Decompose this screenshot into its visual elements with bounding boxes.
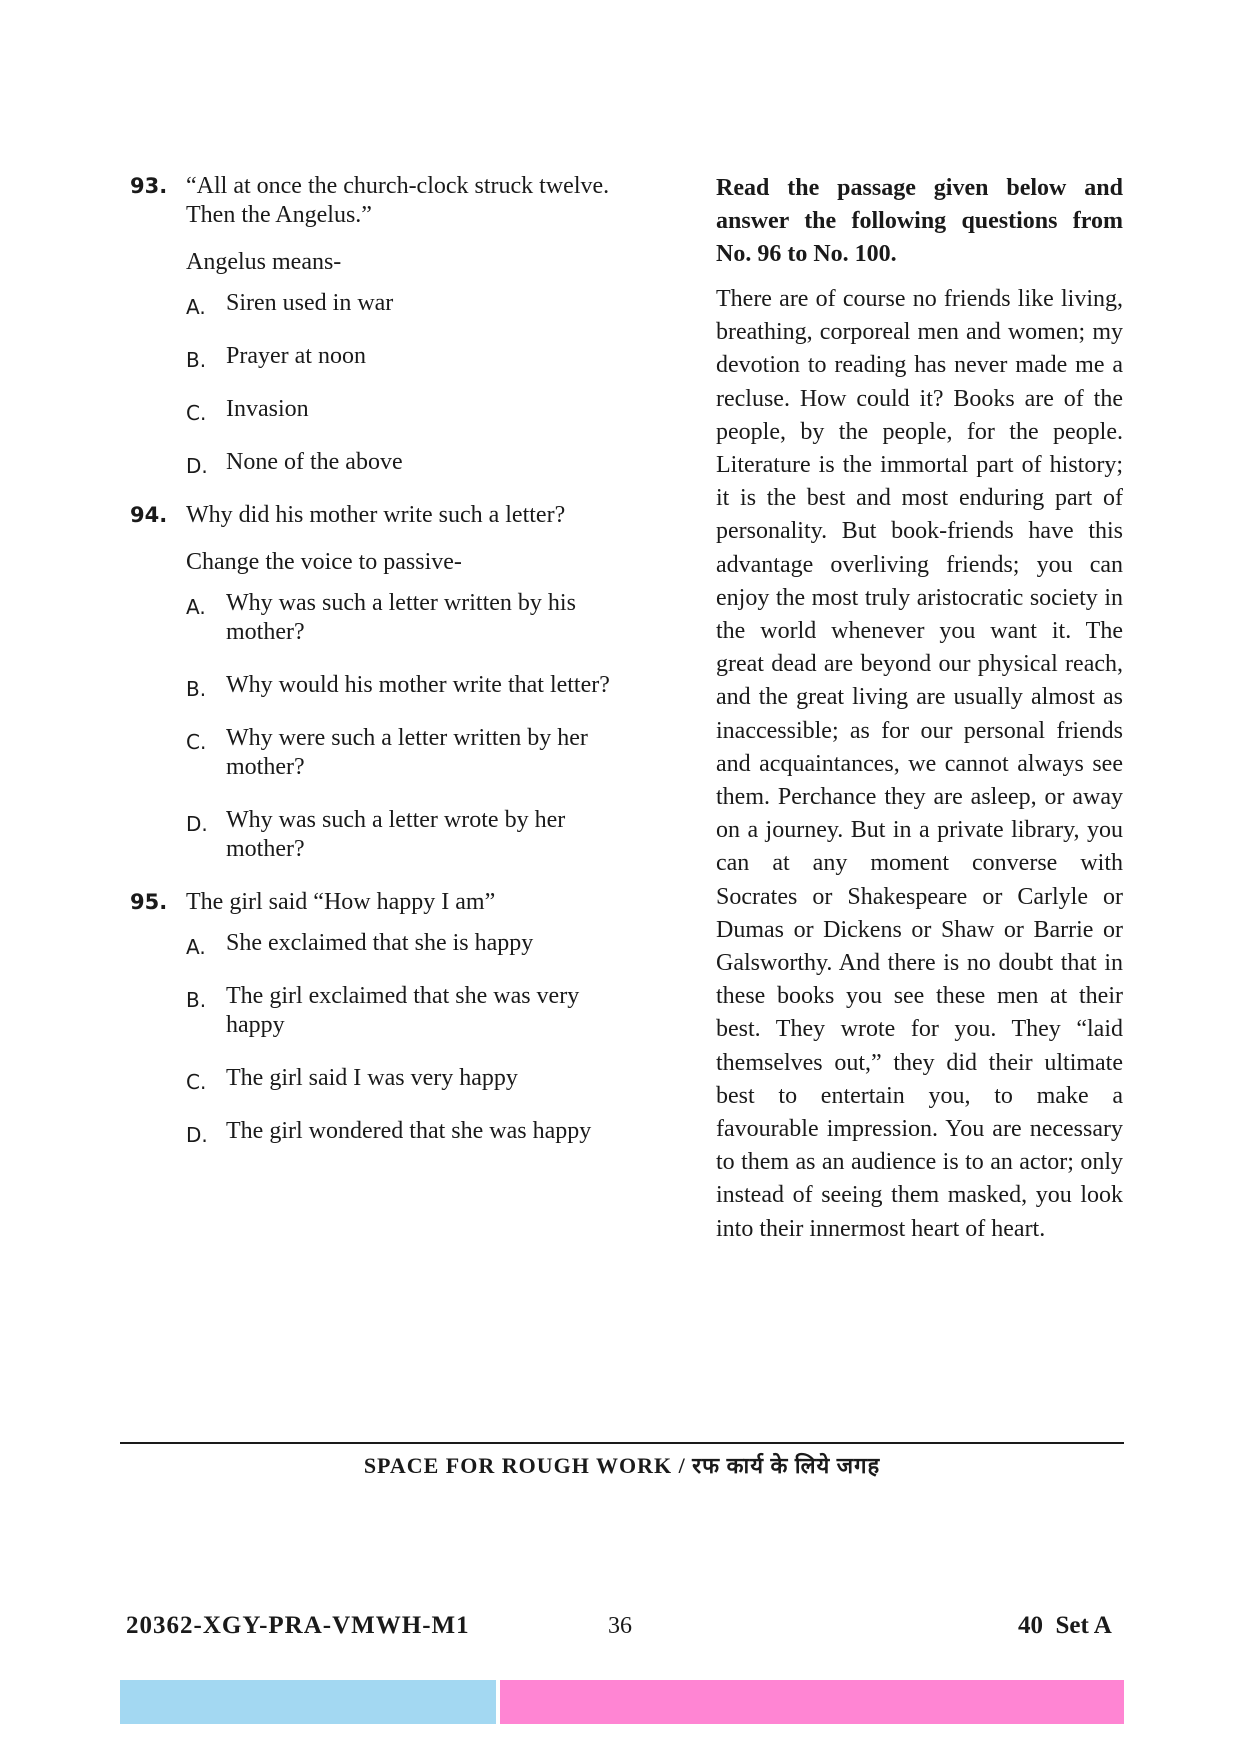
option-text: Prayer at noon [226, 343, 366, 369]
footer-bar-pink [500, 1680, 1124, 1724]
option-b [186, 342, 610, 371]
option-d [186, 448, 610, 477]
option-text: She exclaimed that she is happy [226, 930, 534, 956]
option-a [186, 289, 610, 318]
question-95 [130, 888, 610, 1146]
option-c [186, 395, 610, 424]
option-text: None of the above [226, 449, 403, 475]
passage-column [716, 172, 1123, 1246]
option-c [186, 1064, 610, 1093]
options-list [186, 589, 610, 864]
option-letter: C. [186, 401, 207, 425]
option-letter: D. [186, 454, 208, 478]
options-list [186, 929, 610, 1146]
question-94 [130, 501, 610, 864]
booklet-code: 20362-XGY-PRA-VMWH-M1 [126, 1612, 470, 1639]
question-number: 95. [130, 890, 168, 914]
question-instruction: Change the voice to passive- [186, 549, 462, 575]
option-text: The girl wondered that she was happy [226, 1118, 592, 1144]
option-letter: B. [186, 677, 207, 701]
option-letter: A. [186, 935, 206, 959]
option-text: The girl exclaimed that she was very happy [226, 983, 580, 1038]
passage-heading: Read the passage given below and answer the following questions from No. 96 to No. 100. [716, 175, 1123, 267]
option-letter: D. [186, 812, 208, 836]
option-text: Why were such a letter written by her mother? [226, 725, 588, 780]
option-text: Invasion [226, 396, 309, 422]
option-letter: D. [186, 1123, 208, 1147]
question-text: Why did his mother write such a letter? [186, 502, 566, 528]
option-letter: A. [186, 295, 206, 319]
question-text: “All at once the church-clock struck twelve. Then the Angelus.” [186, 173, 610, 228]
rough-work-label: SPACE FOR ROUGH WORK / रफ कार्य के लिये जगह [363, 1453, 881, 1478]
question-number: 94. [130, 503, 168, 527]
question-instruction: Angelus means- [186, 249, 342, 275]
option-b [186, 671, 610, 700]
option-text: Why was such a letter wrote by her mother? [226, 807, 566, 862]
option-letter: B. [186, 348, 207, 372]
option-d [186, 806, 610, 864]
question-number: 93. [130, 174, 168, 198]
option-d [186, 1117, 610, 1146]
option-text: The girl said I was very happy [226, 1065, 518, 1091]
footer-bar-blue [120, 1680, 496, 1724]
option-text: Why was such a letter written by his mother? [226, 590, 576, 645]
option-letter: C. [186, 730, 207, 754]
option-letter: B. [186, 988, 207, 1012]
option-a [186, 589, 610, 647]
set-label: 40 Set A [1018, 1612, 1112, 1639]
option-text: Why would his mother write that letter? [226, 672, 610, 698]
page-number: 36 [608, 1613, 632, 1639]
option-a [186, 929, 610, 958]
question-93 [130, 172, 610, 477]
option-b [186, 982, 610, 1040]
questions-column [130, 172, 610, 1170]
option-text: Siren used in war [226, 290, 394, 316]
passage-text: There are of course no friends like living, breathing, corporeal men and women; my devotion to reading has never made me a recluse. How could it? Books are of the people, by the people, for the people. Literature is the immortal part of history; it is the best and most enduring part of personality. But book-friends have this advantage overliving friends; you can enjoy the most truly aristocratic society in the world whenever you want it. The great dead are beyond our physical reach, and the great living are usually almost as inaccessible; as for our personal friends and acquaintances, we cannot always see them. Perchance they are asleep, or away on a journey. But in a private library, you can at any moment converse with Socrates or Shakespeare or Carlyle or Dumas or Dickens or Shaw or Barrie or Galsworthy. And there is no doubt that in these books you see these men at their best. They wrote for you. They “laid themselves out,” they did their ultimate best to entertain you, to make a favourable impression. You are necessary to them as an audience is to an actor; only instead of seeing them masked, you look into their innermost heart of heart. [716, 286, 1123, 1242]
option-c [186, 724, 610, 782]
rough-work-divider [120, 1442, 1124, 1444]
option-letter: C. [186, 1070, 207, 1094]
options-list [186, 289, 610, 477]
option-letter: A. [186, 595, 206, 619]
question-text: The girl said “How happy I am” [186, 889, 496, 915]
